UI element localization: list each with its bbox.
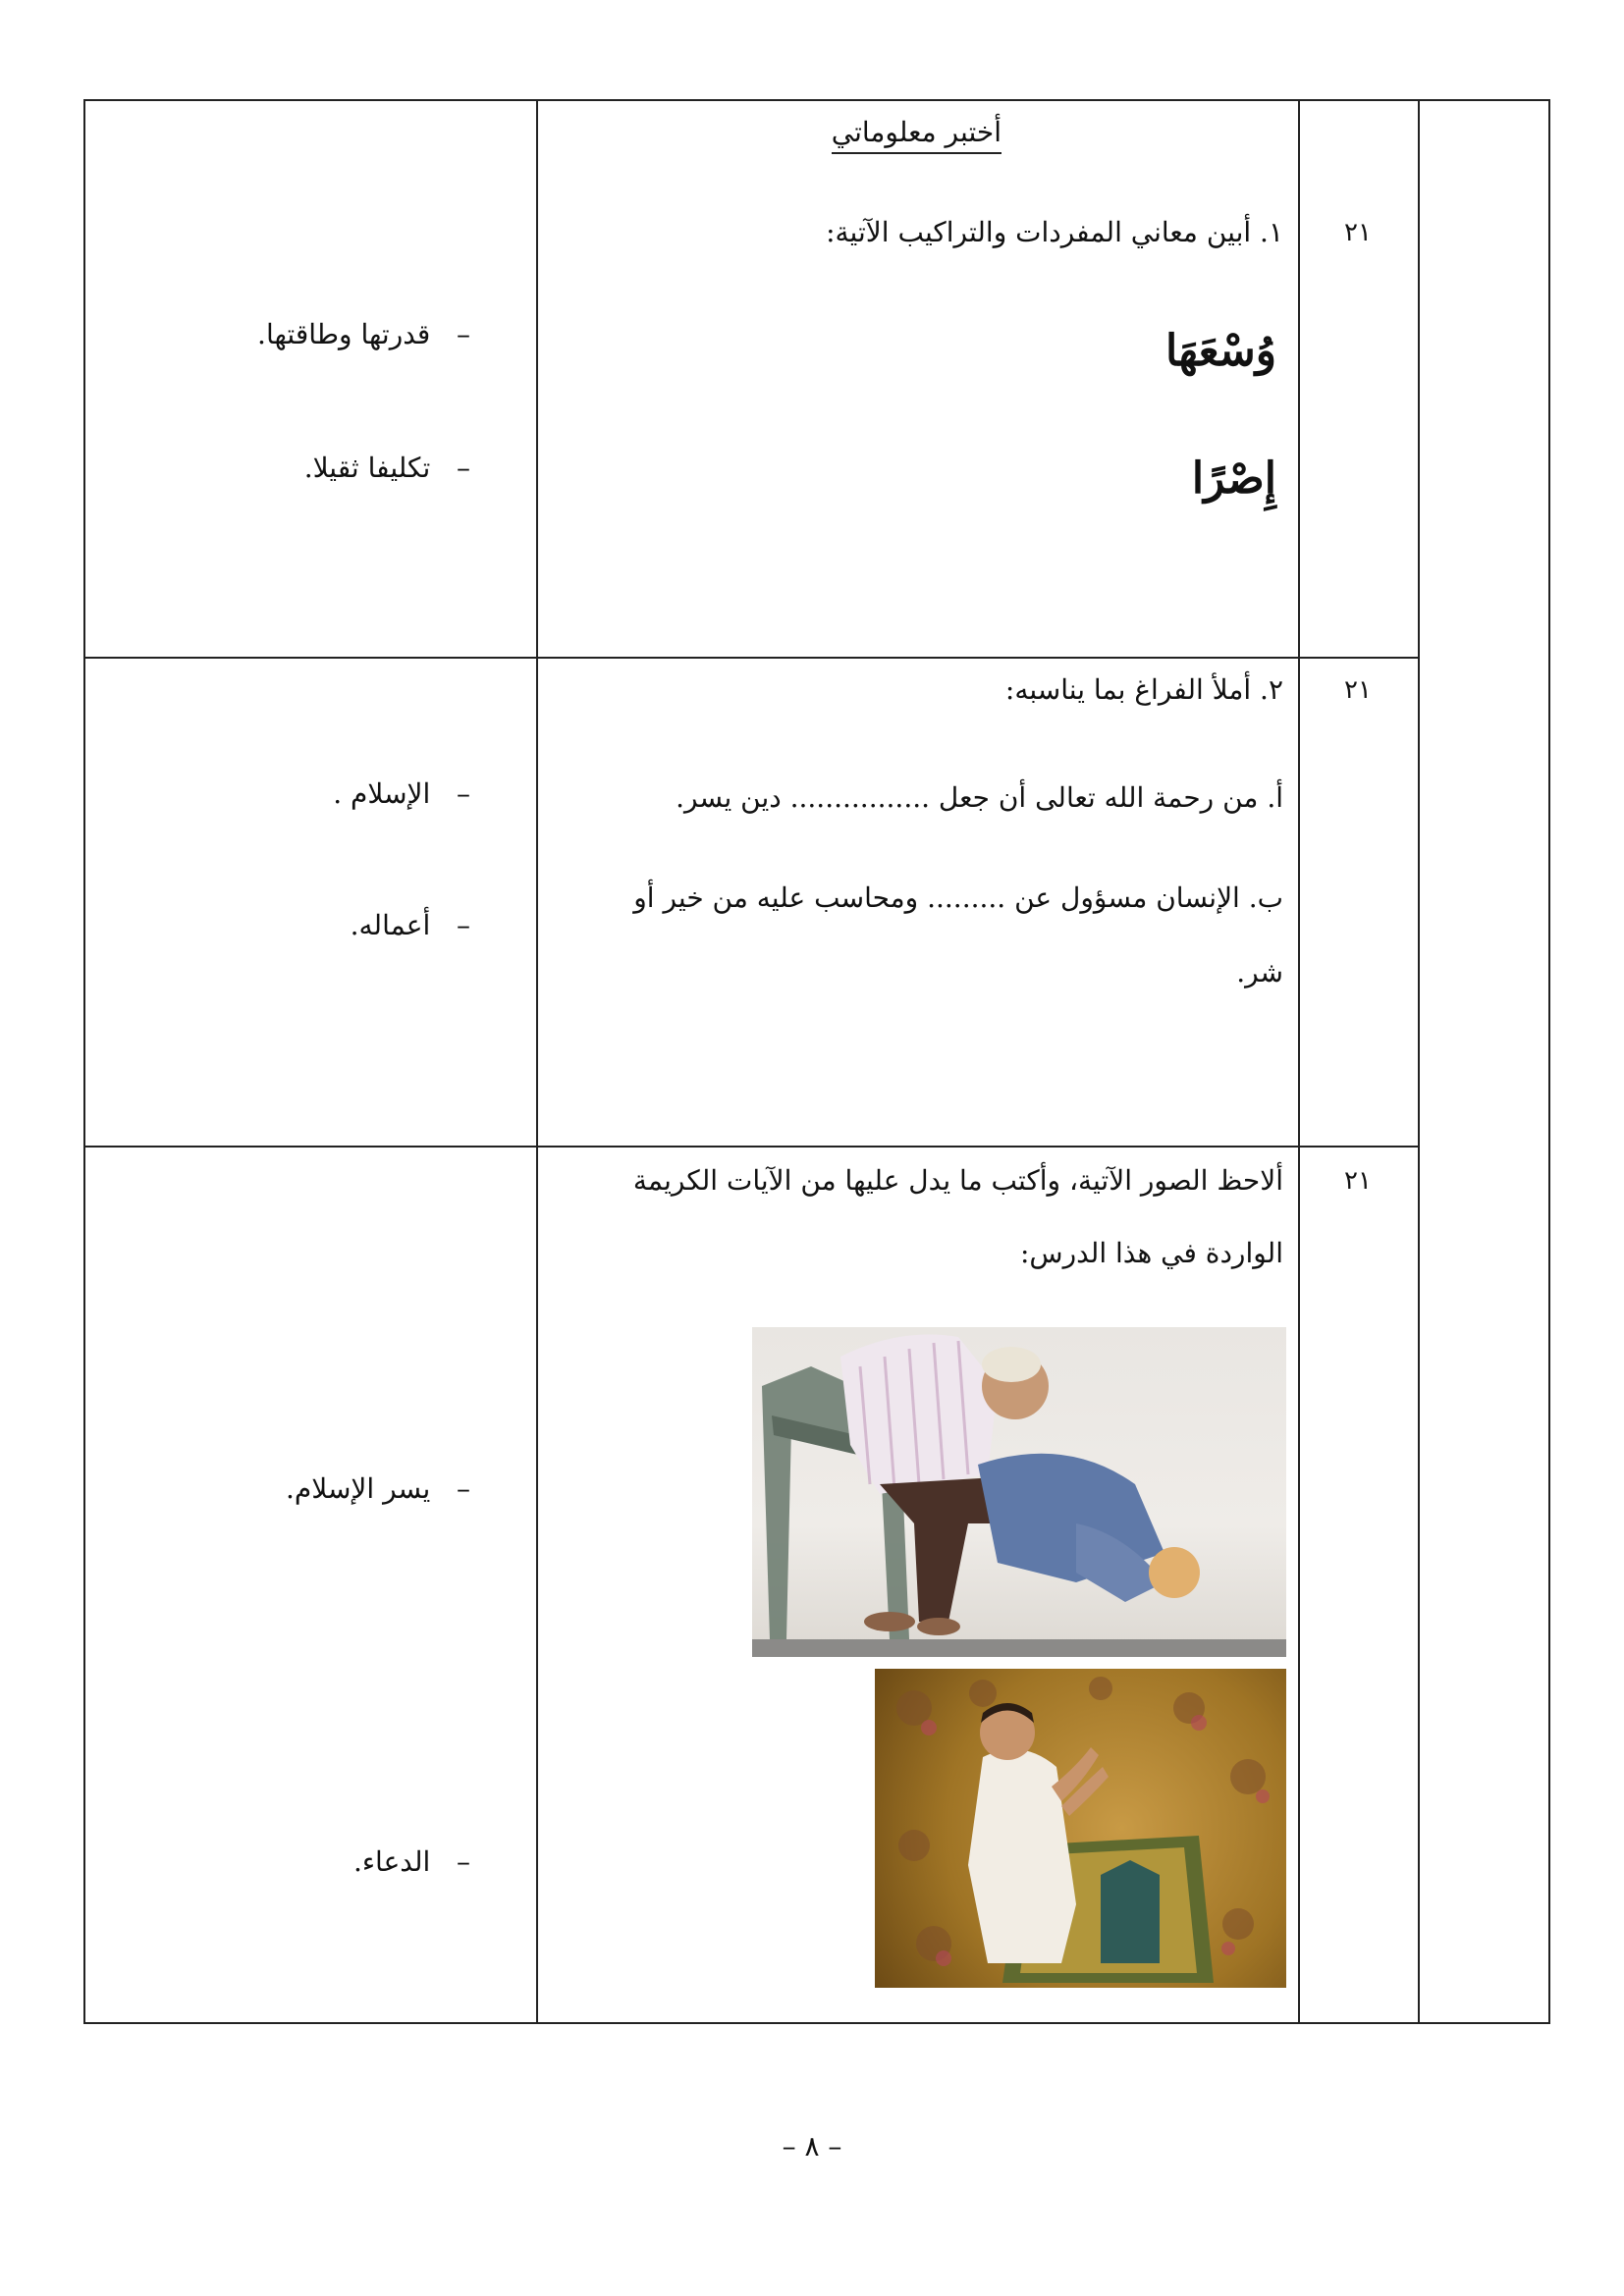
answer-text: يسر الإسلام. [286,1472,431,1505]
answer-dash: – [457,1472,470,1505]
table-border-right [1548,99,1550,2024]
table-border-top [83,99,1550,101]
fill-blank-b-line-1: ب. الإنسان مسؤول عن ......... ومحاسب عليه من خير أو [633,881,1283,914]
photo-dua-prayer-rug [875,1669,1286,1988]
fill-blank-b-line-2: شر. [1236,956,1283,988]
row-2-answer-2 [351,909,470,941]
column-divider-number [1418,99,1420,2024]
column-divider-answers [536,99,538,2024]
vocab-word-2: إِصْرًا [1191,454,1276,504]
answer-dash: – [457,452,470,484]
row-3-number: ٢١ [1344,1166,1372,1196]
answer-text: أعماله. [350,909,431,941]
vocab-word-1: وُسْعَهَا [1164,326,1276,376]
row-1-answer-1 [257,318,470,350]
section-title: أختبر معلوماتي [835,116,1001,148]
row-1-number: ٢١ [1344,218,1372,247]
row-divider-2 [83,1146,1420,1148]
answer-text: قدرتها وطاقتها. [257,318,431,350]
answer-text: الإسلام . [333,777,431,810]
answer-dash: – [457,777,470,810]
photo-prayer-chair [752,1327,1286,1657]
row-2-answer-1 [333,777,470,810]
answer-text: الدعاء. [352,1845,431,1878]
row-2-number: ٢١ [1344,675,1372,705]
row-3-question-line-2: الواردة في هذا الدرس: [1019,1237,1283,1269]
row-1-answer-2 [304,452,470,484]
fill-blank-a: أ. من رحمة الله تعالى أن جعل ................ دين يسر. [676,781,1283,814]
answer-dash: – [457,318,470,350]
answer-dash: – [457,1845,470,1878]
row-3-answer-2 [353,1845,470,1878]
table-border-bottom [83,2022,1550,2024]
column-divider-content [1298,99,1300,2024]
row-3-answer-1 [286,1472,470,1505]
row-3-question-line-1: ألاحظ الصور الآتية، وأكتب ما يدل عليها من الآيات الكريمة [632,1164,1283,1197]
answer-text: تكليفا ثقيلا. [303,452,431,484]
row-2-question: ٢. أملأ الفراغ بما يناسبه: [1004,673,1283,706]
table-border-left [83,99,85,2024]
row-divider-1 [83,657,1420,659]
row-1-question: ١. أبين معاني المفردات والتراكيب الآتية: [826,216,1283,248]
page-number: – ٨ – [782,2130,842,2163]
answer-dash: – [457,909,470,941]
